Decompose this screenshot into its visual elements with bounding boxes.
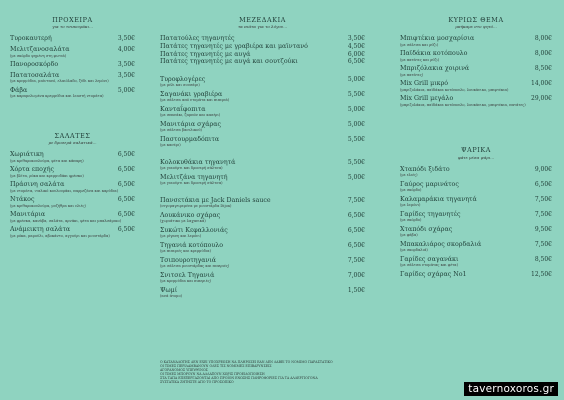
menu-item	[10, 72, 135, 84]
menu-column-right	[400, 0, 552, 281]
menu-item	[160, 43, 365, 51]
item-name: Συκώτι Κεφαλλονιάς	[160, 226, 228, 234]
item-description: (σιγομαγειρεμένα με μουστάρδα Dijon)	[160, 204, 232, 209]
item-price: 5,00€	[347, 173, 365, 181]
item-name: Γαρίδες σχάρας Νο1	[400, 270, 467, 278]
item-name: Μανιτάρια σχάρας	[160, 120, 222, 128]
item-price: 6,50€	[347, 211, 365, 219]
item-name: Τηγανιά κοτόπουλο	[160, 241, 224, 249]
item-price: 3,50€	[117, 61, 135, 68]
item-description: (με βλίτα, ρόκα και κρεμμυδάκι φρέσκο)	[10, 173, 84, 178]
item-group	[160, 35, 365, 65]
item-description: (με σάλτσα και ρύζι)	[400, 43, 439, 47]
item-price: 7,50€	[534, 240, 552, 248]
item-price: 6,00€	[347, 50, 365, 58]
menu-item	[400, 50, 552, 62]
item-name: Πατάτες τηγανητές με αυγά και σουτζούκι	[160, 58, 298, 66]
section-mains	[400, 17, 552, 107]
item-name: Μπριζόλακια χοιρινά	[400, 65, 470, 73]
item-price: 5,00€	[117, 86, 135, 94]
item-price: 29,00€	[531, 95, 552, 103]
item-description: (με σκορδαλιά)	[400, 248, 428, 253]
item-name: Κανταΐφοπιτα	[160, 105, 206, 113]
item-price: 7,50€	[534, 195, 552, 203]
item-name: Μελιτζανοσαλάτα	[10, 46, 70, 53]
item-description: (με ντομάτα, ιταλικό κουλουράκι, παρμεζάνα και καρύδια)	[10, 188, 119, 193]
item-group	[160, 159, 365, 186]
item-price: 4,00€	[117, 46, 135, 53]
item-name: Ντάκος	[10, 196, 35, 203]
item-name: Γαρίδες τηγανητές	[400, 210, 461, 218]
menu-item	[400, 181, 552, 193]
item-list	[10, 151, 135, 238]
item-price: 7,50€	[534, 210, 552, 218]
item-price: 3,50€	[117, 35, 135, 43]
section-title: ΣΑΛΑΤΕΣ	[54, 131, 91, 140]
item-description: (με πατάτες και ρύζι)	[400, 58, 440, 62]
item-description: (με σπανάκι, ζαμπόν και κασέρι)	[160, 113, 221, 118]
footer-line: ΟΙ ΤΙΜΕΣ ΠΕΡΙΛΑΜΒΑΝΟΥΝ ΟΛΕΣ ΤΙΣ ΝΟΜΙΜΕΣ ΕΠΙΒΑΡΥΝΣΕΙΣ	[160, 364, 272, 369]
item-name: Ανάμεικτη σαλάτα	[10, 226, 71, 233]
menu-item	[400, 241, 552, 253]
item-name: Τυροκαυτερή	[10, 35, 52, 43]
menu-item	[10, 151, 135, 163]
item-description: (μπριζολάκια, παϊδάκια κοτόπουλο, λουκάνικο, μπιφτέκια, πατάτες)	[400, 103, 526, 107]
menu-item	[10, 211, 135, 223]
item-description: (με κριθαροκουλούρα, μυζήθρα και ελιές)	[10, 203, 86, 208]
item-description: (με πατάτες)	[400, 73, 424, 77]
item-name: Λουκάνικο σχάρας	[160, 211, 221, 219]
menu-item	[160, 197, 365, 209]
legal-footer	[160, 360, 410, 385]
item-price: 5,50€	[347, 158, 365, 166]
menu-item	[10, 35, 135, 43]
footer-line: ΣΤΑ ΤΑΠΑ ΕΠΕΞΕΡΓΑΖΟΝΤΑΙ ΑΠΟ ΠΡΟΪΟΝ ΕΝΩΣΗΣ ΠΛΗΡΟΦΟΡΙΕΣ ΓΙΑ ΤΑ ΑΛΛΕΡΓΙΟΓΟΝΑ	[160, 376, 318, 381]
footer-line: Ο ΚΑΤΑΝΑΛΩΤΗΣ ΔΕΝ ΕΧΕΙ ΥΠΟΧΡΕΩΣΗ ΝΑ ΠΛΗΡΩΣΕΙ ΕΑΝ ΔΕΝ ΛΑΒΕΙ ΤΟ ΝΟΜΙΜΟ ΠΑΡΑΣΤΑΤΙΚΟ	[160, 360, 333, 364]
item-name: Τσιπουροτηγανιά	[160, 256, 217, 264]
item-price: 3,50€	[117, 71, 135, 79]
item-description: (με ελιές)	[400, 173, 418, 178]
item-name: Πανοροσκόρδο	[10, 61, 59, 68]
menu-item	[400, 256, 552, 268]
menu-item	[10, 181, 135, 193]
menu-item	[160, 58, 365, 66]
item-name: Μπιφτέκια μοσχαρίσια	[400, 35, 475, 43]
section-fish	[400, 147, 552, 278]
section-subtitle: τα πιάτα για το λόγου...	[237, 24, 288, 30]
item-price: 7,00€	[347, 271, 365, 279]
item-description: (με λεμόνι)	[400, 203, 421, 208]
item-name: Χταπόδι σχάρας	[400, 225, 453, 233]
section-title: ΚΥΡΙΩΣ ΘΕΜΑ	[448, 16, 504, 24]
menu-item	[160, 227, 365, 239]
item-price: 8,50€	[534, 255, 552, 263]
item-name: Ψωμί	[160, 286, 178, 294]
item-price: 6,50€	[347, 58, 365, 66]
item-price: 4,50€	[347, 43, 365, 50]
menu-item	[160, 35, 365, 43]
item-description: (με σάλτσα βασιλικού)	[160, 128, 202, 133]
item-price: 6,50€	[117, 151, 135, 158]
item-description: (χωριάτικο με λαχανικά)	[160, 219, 206, 224]
menu-item	[400, 65, 552, 77]
item-description: (με γιαούρτι και δροσερή σάλτσα)	[160, 181, 223, 186]
item-price: 5,50€	[347, 135, 365, 143]
menu-item	[400, 196, 552, 208]
item-price: 6,50€	[347, 241, 365, 249]
section-subtitle: φάτε μέσα ψάρι...	[457, 154, 495, 160]
item-name: Καλαμαράκια τηγανητά	[400, 195, 477, 203]
item-price: 6,50€	[534, 180, 552, 188]
item-name: Χόρτα εποχής	[10, 166, 55, 173]
item-name: Μανιτάρια	[10, 211, 46, 218]
item-group	[160, 197, 365, 299]
section-subtitle: μπήκαμε στο ψητό...	[455, 24, 497, 30]
item-description: (με σκόρδο)	[400, 218, 422, 223]
section-title: ΨΑΡΙΚΑ	[460, 146, 492, 155]
section-subtitle: για το τσιπουράκι...	[52, 24, 93, 30]
item-description: (με κριθαροκουλούρα, φέτα και κάπαρη)	[10, 158, 84, 163]
item-price: 9,00€	[534, 165, 552, 173]
menu-item	[10, 46, 135, 58]
menu-item	[160, 212, 365, 224]
item-name: Mix Grill μικρό	[400, 80, 449, 88]
item-price: 3,50€	[347, 35, 365, 43]
item-name: Κολοκυθάκια τηγανητά	[160, 158, 236, 166]
item-name: Χταπόδι ξιδάτο	[400, 165, 450, 173]
item-price: 12,50€	[531, 270, 552, 278]
menu-item	[160, 76, 365, 88]
menu-item	[10, 87, 135, 99]
section-starters	[10, 17, 135, 99]
menu-item	[160, 106, 365, 118]
item-description: (με μέλι και σουσάμι)	[160, 83, 200, 88]
menu-item	[160, 91, 365, 103]
item-description: (με ρίγανη και λεμόνι)	[160, 234, 202, 239]
item-price: 6,50€	[117, 166, 135, 173]
menu-item	[10, 226, 135, 238]
item-name: Μελιτζάνα τηγανητή	[160, 173, 228, 181]
item-name: Γαρίδες σαγανάκι	[400, 255, 459, 263]
section-title: ΜΕΖΕΔΑΚΙΑ	[239, 16, 286, 24]
footer-line: ΑΓΟΡΑΝΟΜΟΣ ΥΠΕΥΘΥΝΟΣ	[160, 368, 208, 373]
menu-item	[400, 95, 552, 107]
item-price: 8,00€	[534, 35, 552, 43]
item-name: Χωριάτικη	[10, 151, 44, 158]
item-description: (με φάβα)	[400, 233, 418, 238]
menu-column-left	[10, 0, 135, 241]
item-price: 14,00€	[531, 80, 552, 88]
menu-item	[10, 196, 135, 208]
section-title: ΠΡΟΧΕΙΡΑ	[52, 16, 93, 24]
item-description: (με κρεμμύδια και πιπεριές)	[160, 279, 211, 284]
item-name: Πατάτες τηγανητές με γραβιέρα και μαϊντανό	[160, 43, 308, 50]
menu-item	[160, 136, 365, 148]
item-price: 1,50€	[347, 286, 365, 294]
menu-item	[160, 272, 365, 284]
menu-item	[400, 166, 552, 178]
item-description: (με σάλτσα από ντομάτα και πιπεριά)	[160, 98, 230, 103]
item-description: (με σάλτσα ντομάτας και φέτα)	[400, 263, 458, 268]
item-price: 6,50€	[117, 226, 135, 233]
item-description: (με καραμελωμένα κρεμμύδια και λιαστή ντομάτα)	[10, 94, 104, 99]
item-name: Πατατούλες τηγανητές	[160, 35, 235, 43]
section-mezedes	[160, 17, 365, 299]
menu-item	[400, 226, 552, 238]
item-price: 8,50€	[534, 65, 552, 73]
item-price: 5,50€	[347, 90, 365, 98]
menu-column-middle	[160, 0, 365, 302]
menu-item	[400, 271, 552, 279]
menu-item	[160, 257, 365, 269]
item-price: 6,50€	[117, 181, 135, 188]
menu-item	[400, 35, 552, 47]
menu-item	[160, 51, 365, 59]
item-description: (με σκόρδο ψημένη στη φωτιά)	[10, 53, 67, 58]
item-name: Γαύρος μαρινάτος	[400, 180, 459, 188]
item-name: Παϊδάκια κοτόπουλο	[400, 50, 468, 58]
menu-item	[10, 61, 135, 69]
menu-item	[400, 211, 552, 223]
menu-item	[160, 121, 365, 133]
item-name: Παστουρμαδόπιτα	[160, 135, 220, 143]
section-salads	[10, 133, 135, 238]
item-description: (με σάλτσα μουστάρδας και πιπεριές)	[160, 264, 230, 269]
item-price: 6,50€	[117, 211, 135, 218]
item-name: Μπακαλιάρος σκορδαλιά	[400, 240, 482, 248]
item-price: 6,50€	[347, 226, 365, 234]
item-price: 9,50€	[534, 225, 552, 233]
item-name: Σνιτσελ Τηγανιά	[160, 271, 215, 279]
item-price: 5,00€	[347, 105, 365, 113]
item-price: 7,50€	[347, 256, 365, 264]
item-description: (με πιπεριές και κρεμμύδια)	[160, 249, 211, 254]
item-description: (με κασέρι)	[160, 143, 181, 148]
item-description: (με ρόκα, μαρούλι, αβοκάντο, αγγούρι και μουστάρδα)	[10, 233, 110, 238]
menu-item	[400, 80, 552, 92]
item-price: 5,00€	[347, 120, 365, 128]
item-list	[10, 35, 135, 98]
item-name: Φάβα	[10, 86, 28, 94]
menu-item	[160, 287, 365, 299]
menu-item	[160, 159, 365, 171]
item-price: 6,50€	[117, 196, 135, 203]
item-name: Πατατοσαλάτα	[10, 71, 60, 79]
item-group	[160, 76, 365, 148]
item-price: 5,00€	[347, 75, 365, 83]
section-subtitle: με δροσερά σαλατικά...	[48, 140, 97, 145]
menu-item	[10, 166, 135, 178]
item-description: (ανά άτομο)	[160, 294, 183, 299]
site-watermark: tavernoxoros.gr	[464, 382, 558, 396]
item-name: Mix Grill μεγάλο	[400, 95, 454, 103]
item-price: 8,00€	[534, 50, 552, 58]
footer-line: ΟΙ ΤΙΜΕΣ ΜΠΟΡΟΥΝ ΝΑ ΑΛΛΑΞΟΥΝ ΧΩΡΙΣ ΠΡΟΕΙΔΟΠΟΙΗΣΗ	[160, 372, 265, 377]
menu-item	[160, 174, 365, 186]
item-description: (με γιαούρτι και δροσερή σάλτσα)	[160, 166, 223, 171]
item-description: (με σκόρδο)	[400, 188, 422, 193]
item-name: Σαγανάκι γραβιέρα	[160, 90, 223, 98]
menu-item	[160, 242, 365, 254]
item-name: Πατάτες τηγανητές με αυγά	[160, 50, 251, 58]
item-description: (μπριζολάκια, παϊδάκια κοτόπουλο, λουκάνικο, μπιφτέκια)	[400, 88, 509, 92]
item-name: Πράσινη σαλάτα	[10, 181, 65, 188]
item-name: Τυροφλογέρες	[160, 75, 206, 83]
item-description: (με φρέσκα, κανάβα, σαλάτα, αρνάκι, φέτα και μπαλσάμικο)	[10, 218, 122, 223]
item-price: 7,50€	[347, 196, 365, 204]
item-name: Πανσετάκια με Jack Daniels sauce	[160, 196, 271, 204]
item-description: (με κρεμμύδια, μαϊντανό, ελαιόλαδο, ξύδι και λεμόνι)	[10, 79, 109, 84]
footer-line: ΣΥΣΤΑΤΙΚΑ ΖΗΤΗΣΤΕ ΑΠΟ ΤΟ ΠΡΟΣΩΠΙΚΟ	[160, 380, 234, 385]
